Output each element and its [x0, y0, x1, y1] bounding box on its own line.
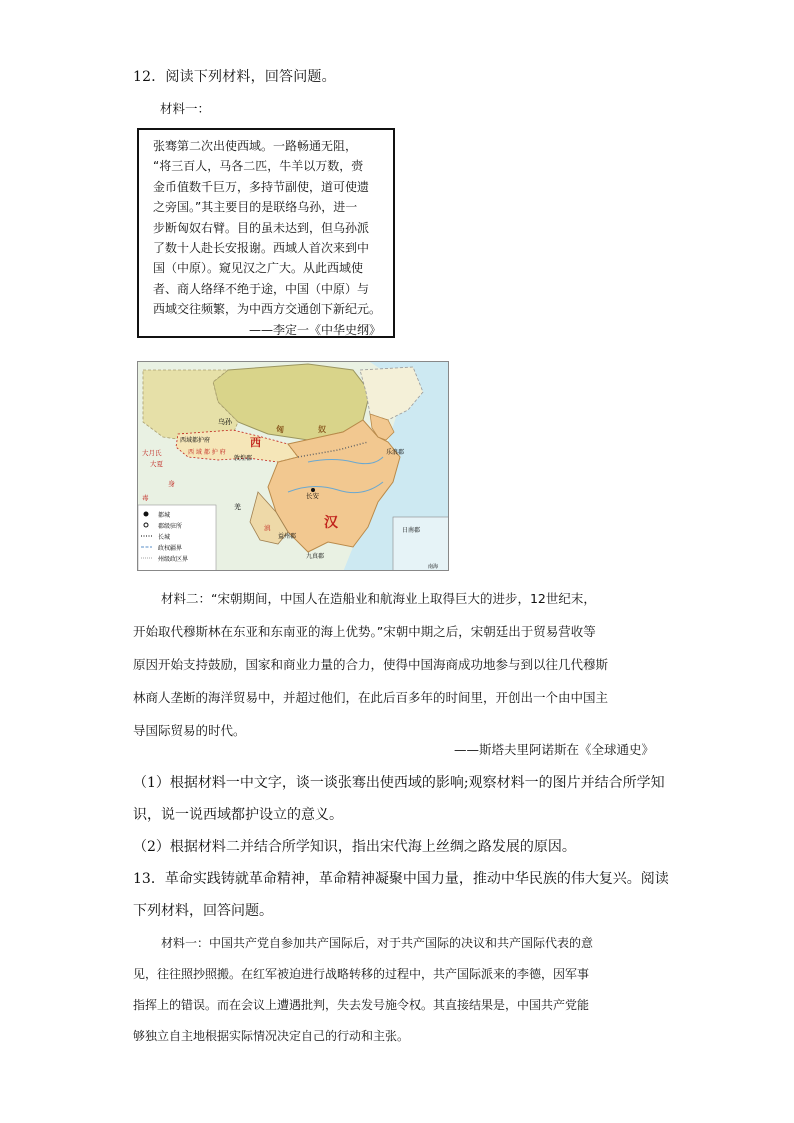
material-1-label: 材料一：	[160, 101, 211, 116]
quote-line: 张骞第二次出使西域。一路畅通无阻，	[153, 139, 358, 153]
western-han-map	[137, 361, 449, 571]
map-label-shendu: 身	[168, 480, 175, 488]
map-label-du: 毒	[142, 494, 149, 502]
question-12-1-cont: 识，说一说西域都护设立的意义。	[133, 807, 343, 823]
material-2-source: ——斯塔夫里阿诺斯在《全球通史》	[453, 742, 654, 757]
map-label-wusun: 乌孙	[218, 418, 232, 426]
changan-marker	[311, 488, 315, 492]
map-label-xiongnu: 匈	[276, 425, 284, 434]
quote-line: 西域交往频繁，为中西方交通创下新纪元。	[153, 302, 381, 317]
legend-label: 州级政区界	[158, 556, 189, 563]
question-12-2: （2）根据材料二并结合所学知识，指出宋代海上丝绸之路发展的原因。	[133, 839, 576, 855]
map-svg	[138, 362, 449, 571]
map-label-qiang: 羌	[234, 503, 241, 511]
legend-label: 政权疆界	[158, 545, 183, 552]
map-label-xi: 西	[250, 436, 261, 449]
map-label-rinan: 日南郡	[402, 527, 421, 534]
paragraph-line: 见，往往照抄照搬。在红军被迫进行战略转移的过程中，共产国际派来的李德，因军事	[133, 967, 590, 981]
quote-line: 了数十人赴长安报谢。西域人首次来到中	[153, 241, 370, 256]
quote-line: “将三百人，马各二匹，牛羊以万数，赍	[153, 159, 364, 174]
q13-material-1-paragraph	[133, 928, 663, 1052]
map-label-yizhou: 益州郡	[278, 533, 297, 540]
quote-line: 之旁国。”其主要目的是联络乌孙，进一	[153, 200, 358, 215]
paragraph-line: 材料一：中国共产党自参加共产国际后，对于共产国际的决议和共产国际代表的意	[161, 936, 594, 950]
quote-line: 金币值数千巨万，多持节副使，道可使遗	[153, 179, 370, 194]
paragraph-line: 导国际贸易的时代。	[133, 723, 246, 738]
paragraph-line: 林商人垄断的海洋贸易中，并超过他们，在此后百多年的时间里，开创出一个由中国主	[133, 690, 609, 705]
map-label-xiyu-band: 西 域 都 护 府	[188, 449, 226, 456]
paragraph-line: 指挥上的错误。而在会议上遭遇批判，失去发号施令权。其直接结果是，中国共产党能	[133, 998, 590, 1012]
map-label-dayuezhi: 大月氏	[142, 449, 162, 457]
quote-line: 者、商人络绎不绝于途，中国（中原）与	[153, 281, 370, 296]
map-label-han: 汉	[324, 515, 338, 531]
question-13-title-cont: 下列材料，回答问题。	[133, 903, 273, 919]
material-1-quote-box	[137, 128, 395, 338]
legend-label: 都城	[158, 512, 171, 519]
map-label-dunhuang: 敦煌郡	[234, 455, 253, 462]
question-13-title: 13．革命实践铸就革命精神，革命精神凝聚中国力量，推动中华民族的伟大复兴。阅读	[133, 871, 669, 887]
map-label-lelang: 乐浪郡	[386, 449, 405, 456]
paragraph-line: 开始取代穆斯林在东亚和东南亚的海上优势。”宋朝中期之后，宋朝廷出于贸易营收等	[133, 624, 596, 639]
question-12-1: （1）根据材料一中文字，谈一谈张骞出使西域的影响;观察材料一的图片并结合所学知	[133, 775, 665, 791]
map-label-daxia: 大夏	[150, 460, 163, 468]
map-label-changan: 长安	[306, 492, 319, 500]
map-label-xiongnu: 奴	[318, 425, 326, 434]
paragraph-line: 够独立自主地根据实际情况决定自己的行动和主张。	[133, 1029, 410, 1043]
quote-source: ——李定一《中华史纲》	[248, 322, 381, 337]
map-label-nanhai: 南海	[428, 564, 439, 570]
question-12-title: 12．阅读下列材料，回答问题。	[133, 69, 336, 85]
legend-capital-symbol	[144, 512, 149, 517]
material-2-paragraph	[133, 582, 663, 747]
legend-label: 郡级驻所	[158, 523, 183, 530]
map-label-duhufu: 西域都护府	[180, 437, 211, 444]
legend-label: 长城	[158, 534, 171, 541]
paragraph-line: 原因开始支持鼓励，国家和商业力量的合力，使得中国海商成功地参与到以往几代穆斯	[133, 657, 609, 672]
inset-box	[393, 517, 449, 571]
map-label-jiuzhen: 九真郡	[306, 553, 325, 560]
paragraph-line: 材料二：“宋朝期间，中国人在造船业和航海业上取得巨大的进步，12世纪末，	[161, 591, 596, 606]
quote-line: 国（中原）。窥见汉之广大。从此西域使	[153, 261, 364, 276]
map-label-dian: 滇	[264, 524, 271, 532]
quote-line: 步断匈奴右臂。目的虽未达到，但乌孙派	[153, 220, 370, 235]
